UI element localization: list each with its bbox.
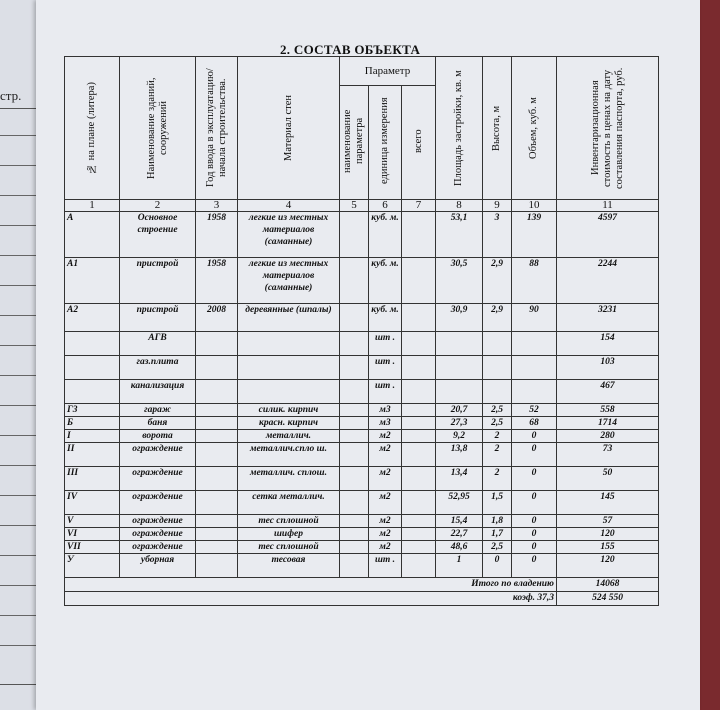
- row-letter: [65, 380, 120, 404]
- column-number: 2: [120, 200, 196, 212]
- row-name: гараж: [120, 404, 196, 417]
- row-height: 1,5: [483, 491, 512, 515]
- row-cost: 103: [557, 356, 659, 380]
- row-name: ограждение: [120, 541, 196, 554]
- row-param-name: [340, 258, 369, 304]
- column-number: 4: [238, 200, 340, 212]
- row-param-name: [340, 467, 369, 491]
- header-col9: Высота, м: [491, 105, 502, 151]
- row-param-name: [340, 356, 369, 380]
- row-total: [402, 417, 436, 430]
- row-cost: 280: [557, 430, 659, 443]
- row-cost: 50: [557, 467, 659, 491]
- row-material: легкие из местных материалов (саманные): [238, 258, 340, 304]
- row-letter: II: [65, 443, 120, 467]
- row-unit: м2: [369, 528, 402, 541]
- row-year: [196, 467, 238, 491]
- row-param-name: [340, 380, 369, 404]
- row-name: ограждение: [120, 528, 196, 541]
- row-name: АГВ: [120, 332, 196, 356]
- table-row: [65, 541, 659, 554]
- row-height: 1,8: [483, 515, 512, 528]
- row-unit: куб. м.: [369, 304, 402, 332]
- row-param-name: [340, 430, 369, 443]
- row-name: ограждение: [120, 515, 196, 528]
- row-cost: 154: [557, 332, 659, 356]
- row-cost: 120: [557, 554, 659, 578]
- row-height: 3: [483, 212, 512, 258]
- row-height: 2: [483, 430, 512, 443]
- table-row: [65, 404, 659, 417]
- row-total: [402, 356, 436, 380]
- row-height: 2,5: [483, 541, 512, 554]
- row-year: [196, 491, 238, 515]
- row-letter: А2: [65, 304, 120, 332]
- row-material: красн. кирпич: [238, 417, 340, 430]
- row-letter: V: [65, 515, 120, 528]
- coefficient-row: [65, 592, 659, 606]
- row-param-name: [340, 541, 369, 554]
- row-area: 27,3: [436, 417, 483, 430]
- row-year: 1958: [196, 212, 238, 258]
- row-height: 0: [483, 554, 512, 578]
- row-cost: 1714: [557, 417, 659, 430]
- table-row: [65, 467, 659, 491]
- row-year: 1958: [196, 258, 238, 304]
- row-year: [196, 380, 238, 404]
- row-unit: м2: [369, 541, 402, 554]
- row-area: 22,7: [436, 528, 483, 541]
- row-year: [196, 541, 238, 554]
- row-volume: [512, 332, 557, 356]
- row-name: ворота: [120, 430, 196, 443]
- table-row: [65, 443, 659, 467]
- row-name: баня: [120, 417, 196, 430]
- row-unit: куб. м.: [369, 212, 402, 258]
- row-volume: 0: [512, 443, 557, 467]
- row-material: шифер: [238, 528, 340, 541]
- row-letter: IV: [65, 491, 120, 515]
- row-unit: шт .: [369, 554, 402, 578]
- header-cell: [238, 57, 340, 200]
- row-letter: А1: [65, 258, 120, 304]
- row-unit: шт .: [369, 380, 402, 404]
- header-col7: всего: [412, 129, 424, 153]
- row-height: [483, 356, 512, 380]
- row-name: газ.плита: [120, 356, 196, 380]
- table-row: [65, 528, 659, 541]
- row-volume: 90: [512, 304, 557, 332]
- row-name: канализация: [120, 380, 196, 404]
- total-ownership-value: 14068: [557, 578, 659, 592]
- header-cell: [340, 86, 369, 200]
- row-material: тесовая: [238, 554, 340, 578]
- column-number: 6: [369, 200, 402, 212]
- row-volume: 0: [512, 467, 557, 491]
- row-height: 2,9: [483, 304, 512, 332]
- row-cost: 2244: [557, 258, 659, 304]
- header-col4: Материал стен: [282, 95, 294, 161]
- row-cost: 57: [557, 515, 659, 528]
- row-cost: 3231: [557, 304, 659, 332]
- row-total: [402, 212, 436, 258]
- row-area: 13,8: [436, 443, 483, 467]
- row-name: уборная: [120, 554, 196, 578]
- table-row: [65, 554, 659, 578]
- row-cost: 155: [557, 541, 659, 554]
- header-cell: [512, 57, 557, 200]
- row-unit: куб. м.: [369, 258, 402, 304]
- row-volume: 88: [512, 258, 557, 304]
- table-row: [65, 430, 659, 443]
- row-year: [196, 528, 238, 541]
- row-param-name: [340, 404, 369, 417]
- header-col10: Объем, куб. м: [528, 97, 539, 159]
- row-cost: 73: [557, 443, 659, 467]
- document-page: [36, 0, 700, 710]
- row-volume: 0: [512, 515, 557, 528]
- row-year: [196, 404, 238, 417]
- row-total: [402, 404, 436, 417]
- column-number: 10: [512, 200, 557, 212]
- row-volume: 0: [512, 430, 557, 443]
- row-unit: м2: [369, 430, 402, 443]
- header-cell: [65, 57, 120, 200]
- row-area: [436, 380, 483, 404]
- row-area: 30,5: [436, 258, 483, 304]
- row-volume: 0: [512, 491, 557, 515]
- row-year: [196, 332, 238, 356]
- column-number: 1: [65, 200, 120, 212]
- row-letter: Б: [65, 417, 120, 430]
- row-year: 2008: [196, 304, 238, 332]
- row-volume: [512, 380, 557, 404]
- row-param-name: [340, 515, 369, 528]
- row-material: [238, 356, 340, 380]
- header-cell: [196, 57, 238, 200]
- row-param-name: [340, 554, 369, 578]
- row-area: [436, 332, 483, 356]
- row-unit: шт .: [369, 356, 402, 380]
- row-material: сетка металлич.: [238, 491, 340, 515]
- header-col3: Год ввода в эксплуатацию/начала строительства.: [204, 68, 228, 188]
- row-total: [402, 443, 436, 467]
- row-volume: 139: [512, 212, 557, 258]
- table-row: [65, 515, 659, 528]
- row-name: пристрой: [120, 258, 196, 304]
- row-material: тес сплошной: [238, 515, 340, 528]
- coefficient-value: 524 550: [557, 592, 659, 606]
- row-volume: 0: [512, 541, 557, 554]
- row-material: [238, 332, 340, 356]
- row-material: тес сплошной: [238, 541, 340, 554]
- row-area: 13,4: [436, 467, 483, 491]
- row-height: 2,9: [483, 258, 512, 304]
- row-area: 53,1: [436, 212, 483, 258]
- row-param-name: [340, 528, 369, 541]
- row-total: [402, 430, 436, 443]
- row-letter: У: [65, 554, 120, 578]
- header-cell: [402, 86, 436, 200]
- row-unit: м2: [369, 443, 402, 467]
- row-height: 1,7: [483, 528, 512, 541]
- row-volume: 0: [512, 528, 557, 541]
- row-name: ограждение: [120, 491, 196, 515]
- row-letter: VII: [65, 541, 120, 554]
- header-cell: [483, 57, 512, 200]
- row-unit: шт .: [369, 332, 402, 356]
- row-height: 2,5: [483, 404, 512, 417]
- row-material: металлич. сплош.: [238, 467, 340, 491]
- header-cell: [436, 57, 483, 200]
- row-letter: VI: [65, 528, 120, 541]
- row-param-name: [340, 332, 369, 356]
- table-row: [65, 356, 659, 380]
- row-area: 15,4: [436, 515, 483, 528]
- row-material: деревянные (шпалы): [238, 304, 340, 332]
- header-cell: [557, 57, 659, 200]
- row-material: металлич.спло ш.: [238, 443, 340, 467]
- row-total: [402, 258, 436, 304]
- row-name: Основное строение: [120, 212, 196, 258]
- row-unit: м3: [369, 417, 402, 430]
- row-param-name: [340, 304, 369, 332]
- header-cell: [120, 57, 196, 200]
- table-row: [65, 491, 659, 515]
- row-area: 1: [436, 554, 483, 578]
- row-cost: 558: [557, 404, 659, 417]
- row-name: ограждение: [120, 467, 196, 491]
- table-row: [65, 332, 659, 356]
- row-material: металлич.: [238, 430, 340, 443]
- column-number: 5: [340, 200, 369, 212]
- header-col1: № на плане (литера): [86, 82, 97, 174]
- table-body: [65, 212, 659, 578]
- row-name: ограждение: [120, 443, 196, 467]
- row-height: 2: [483, 467, 512, 491]
- page-title: 2. СОСТАВ ОБЪЕКТА: [280, 42, 421, 57]
- row-cost: 4597: [557, 212, 659, 258]
- row-area: 48,6: [436, 541, 483, 554]
- row-letter: Г3: [65, 404, 120, 417]
- left-page-label: стр.: [0, 88, 22, 103]
- row-area: [436, 356, 483, 380]
- row-name: пристрой: [120, 304, 196, 332]
- row-param-name: [340, 417, 369, 430]
- row-letter: [65, 356, 120, 380]
- row-height: 2: [483, 443, 512, 467]
- total-ownership-row: [65, 578, 659, 592]
- row-area: 20,7: [436, 404, 483, 417]
- row-area: 9,2: [436, 430, 483, 443]
- table-row: [65, 380, 659, 404]
- row-height: [483, 380, 512, 404]
- row-total: [402, 380, 436, 404]
- row-letter: I: [65, 430, 120, 443]
- table-row: [65, 258, 659, 304]
- row-param-name: [340, 443, 369, 467]
- table-row: [65, 304, 659, 332]
- row-letter: III: [65, 467, 120, 491]
- row-cost: 120: [557, 528, 659, 541]
- header-col6: единица измерения: [379, 97, 390, 185]
- row-param-name: [340, 491, 369, 515]
- row-total: [402, 515, 436, 528]
- row-height: [483, 332, 512, 356]
- row-year: [196, 430, 238, 443]
- column-number: 11: [557, 200, 659, 212]
- row-volume: [512, 356, 557, 380]
- row-total: [402, 467, 436, 491]
- row-area: 52,95: [436, 491, 483, 515]
- table-row: [65, 212, 659, 258]
- row-total: [402, 541, 436, 554]
- column-number-row: [65, 200, 659, 212]
- row-year: [196, 356, 238, 380]
- row-material: силик. кирпич: [238, 404, 340, 417]
- header-col2: Наименование зданий, сооружений: [145, 77, 169, 179]
- row-unit: м2: [369, 515, 402, 528]
- row-letter: [65, 332, 120, 356]
- row-cost: 145: [557, 491, 659, 515]
- column-number: 3: [196, 200, 238, 212]
- header-col11: Инвентаризационная стоимость в ценах на дату составления паспорта, руб.: [589, 67, 625, 189]
- column-number: 7: [402, 200, 436, 212]
- row-year: [196, 554, 238, 578]
- column-number: 9: [483, 200, 512, 212]
- object-composition-table: [64, 56, 659, 606]
- header-cell: [369, 86, 402, 200]
- row-total: [402, 528, 436, 541]
- table-row: [65, 417, 659, 430]
- total-ownership-label: Итого по владению: [65, 578, 557, 592]
- row-material: [238, 380, 340, 404]
- row-unit: м2: [369, 467, 402, 491]
- row-total: [402, 554, 436, 578]
- header-parameter: Параметр: [340, 57, 436, 86]
- row-unit: м3: [369, 404, 402, 417]
- row-volume: 0: [512, 554, 557, 578]
- row-cost: 467: [557, 380, 659, 404]
- row-total: [402, 491, 436, 515]
- row-year: [196, 515, 238, 528]
- row-total: [402, 304, 436, 332]
- row-total: [402, 332, 436, 356]
- row-volume: 68: [512, 417, 557, 430]
- column-number: 8: [436, 200, 483, 212]
- row-param-name: [340, 212, 369, 258]
- row-letter: А: [65, 212, 120, 258]
- coefficient-label: коэф. 37,3: [65, 592, 557, 606]
- row-volume: 52: [512, 404, 557, 417]
- row-area: 30,9: [436, 304, 483, 332]
- row-material: легкие из местных материалов (саманные): [238, 212, 340, 258]
- row-unit: м2: [369, 491, 402, 515]
- row-year: [196, 443, 238, 467]
- header-col5: наименование параметра: [342, 109, 365, 173]
- row-height: 2,5: [483, 417, 512, 430]
- row-year: [196, 417, 238, 430]
- header-col8: Площадь застройки, кв. м: [453, 70, 464, 186]
